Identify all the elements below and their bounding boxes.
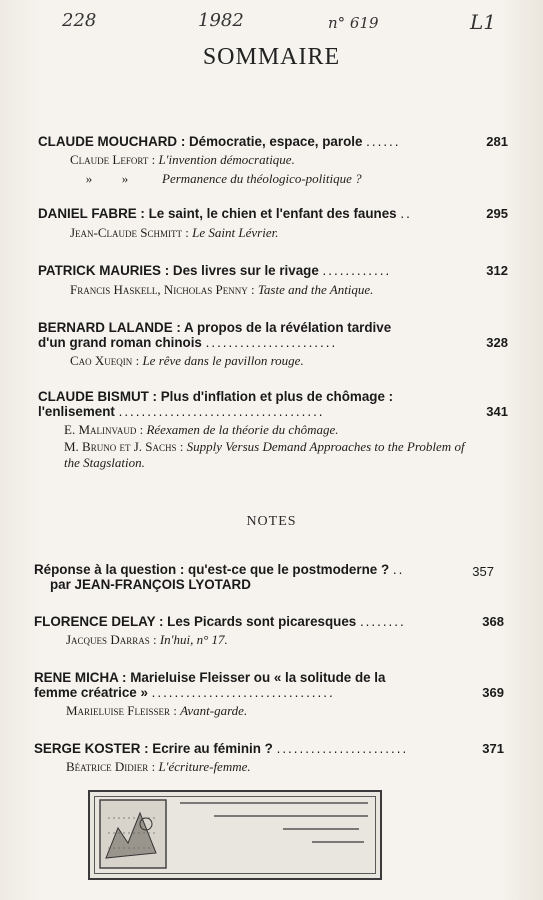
entry-headline: BERNARD LALANDE : A propos de la révélation tardive (38, 320, 392, 335)
cited-author: M. Bruno et J. Sachs (64, 439, 177, 454)
cited-author: Cao Xueqin (70, 353, 133, 368)
page-number: 357 (472, 564, 494, 579)
library-stamp (88, 790, 382, 880)
leader-dots: ............ (322, 263, 392, 278)
entry-headline-continued: l'enlisement (38, 404, 115, 419)
cited-work: Le Saint Lévrier. (192, 225, 279, 240)
cited-author: Francis Haskell, Nicholas Penny (70, 282, 248, 297)
entry-headline: PATRICK MAURIES : Des livres sur le rivage (38, 263, 319, 278)
leader-dots: .................................... (118, 404, 325, 419)
leader-dots: ................................ (151, 685, 335, 700)
leader-dots: .. (400, 206, 412, 221)
cited-author: Jacques Darras (66, 632, 150, 647)
entry-headline-continued: femme créatrice » (34, 685, 148, 700)
entry-headline-continued: d'un grand roman chinois (38, 335, 202, 350)
handwritten-code: L1 (470, 10, 497, 34)
cited-work: Réexamen de la théorie du chômage. (146, 422, 339, 437)
entry-headline: SERGE KOSTER : Ecrire au féminin ? (34, 741, 273, 756)
page-number: 328 (486, 335, 508, 350)
ditto-mark: » (85, 171, 93, 186)
entry-headline-continued: par JEAN-FRANÇOIS LYOTARD (50, 577, 251, 592)
stamp-text-lines (180, 802, 368, 854)
cited-work: L'écriture-femme. (158, 759, 251, 774)
page-number: 295 (486, 206, 508, 221)
stamp-emblem-icon (98, 798, 168, 870)
toc-entry-fabre: DANIEL FABRE : Le saint, le chien et l'enfant des faunes .. 295 Jean-Claude Schmitt : Le Saint Lévrier. (38, 206, 508, 240)
page-number: 369 (482, 685, 504, 700)
leader-dots: .. (392, 562, 405, 577)
page-number: 341 (486, 404, 508, 419)
cited-work: In'hui, n° 17. (159, 632, 228, 647)
cited-author: Claude Lefort (70, 152, 149, 167)
handwritten-issue: n° 619 (328, 14, 379, 32)
page-number: 312 (486, 263, 508, 278)
entry-headline: FLORENCE DELAY : Les Picards sont picaresques (34, 614, 357, 629)
cited-author: E. Malinvaud (64, 422, 137, 437)
handwritten-year: 1982 (198, 10, 244, 31)
handwritten-number: 228 (62, 10, 97, 31)
entry-headline: DANIEL FABRE : Le saint, le chien et l'enfant des faunes (38, 206, 397, 221)
cited-work: Avant-garde. (180, 703, 248, 718)
cited-work: Permanence du théologico-politique ? (162, 171, 362, 186)
notes-heading: NOTES (246, 514, 297, 529)
entry-headline: Réponse à la question : qu'est-ce que le postmoderne ? (34, 562, 390, 577)
cited-author: Béatrice Didier (66, 759, 149, 774)
page-title: SOMMAIRE (202, 44, 341, 70)
toc-entry-mauries: PATRICK MAURIES : Des livres sur le rivage ............ 312 Francis Haskell, Nicholas Penny : Taste and the Antique. (38, 263, 508, 297)
leader-dots: ....................... (205, 335, 338, 350)
entry-headline: CLAUDE MOUCHARD : Démocratie, espace, parole (38, 134, 363, 149)
cited-work: L'invention démocratique. (158, 152, 295, 167)
leader-dots: ....................... (276, 741, 409, 756)
cited-work: Taste and the Antique. (257, 282, 374, 297)
cited-work: Supply Versus Demand Approaches to the Problem of the Stagslation. (64, 439, 465, 470)
toc-entry-mouchard: CLAUDE MOUCHARD : Démocratie, espace, parole ...... 281 Claude Lefort : L'invention démocratique. » » Permanence du théologico-politique ? (38, 134, 508, 186)
ditto-mark: » (121, 171, 129, 186)
page-number: 371 (482, 741, 504, 756)
toc-entry-lyotard (34, 562, 494, 592)
entry-headline: CLAUDE BISMUT : Plus d'inflation et plus de chômage : (38, 389, 394, 404)
toc-entry-lalande: BERNARD LALANDE : A propos de la révélation tardive d'un grand roman chinois ....................... 328 Cao Xueqin : Le rêve dans le pavillon rouge. (38, 320, 508, 368)
leader-dots: ........ (359, 614, 406, 629)
cited-work: Le rêve dans le pavillon rouge. (142, 353, 304, 368)
page-number: 281 (486, 134, 508, 149)
toc-entry-delay: FLORENCE DELAY : Les Picards sont picaresques ........ 368 Jacques Darras : In'hui, n° 17. (34, 614, 504, 647)
entry-headline: RENE MICHA : Marieluise Fleisser ou « la solitude de la (34, 670, 386, 685)
cited-author: Jean-Claude Schmitt (70, 225, 183, 240)
toc-entry-micha: RENE MICHA : Marieluise Fleisser ou « la solitude de la femme créatrice » ................................ 369 Marieluise Fleisser : Avant-garde. (34, 670, 504, 718)
cited-author: Marieluise Fleisser (66, 703, 171, 718)
toc-entry-bismut: CLAUDE BISMUT : Plus d'inflation et plus de chômage : l'enlisement .................................... 341 E. Malinvaud : Réexamen de la théorie du chômage. M. Bruno et J. Sachs : Supply Versus Demand Approaches to the Problem of the Stagslation. (38, 389, 508, 470)
toc-entry-koster: SERGE KOSTER : Ecrire au féminin ? ....................... 371 Béatrice Didier : L'écriture-femme. (34, 741, 504, 774)
leader-dots: ...... (366, 134, 401, 149)
page-number: 368 (482, 614, 504, 629)
